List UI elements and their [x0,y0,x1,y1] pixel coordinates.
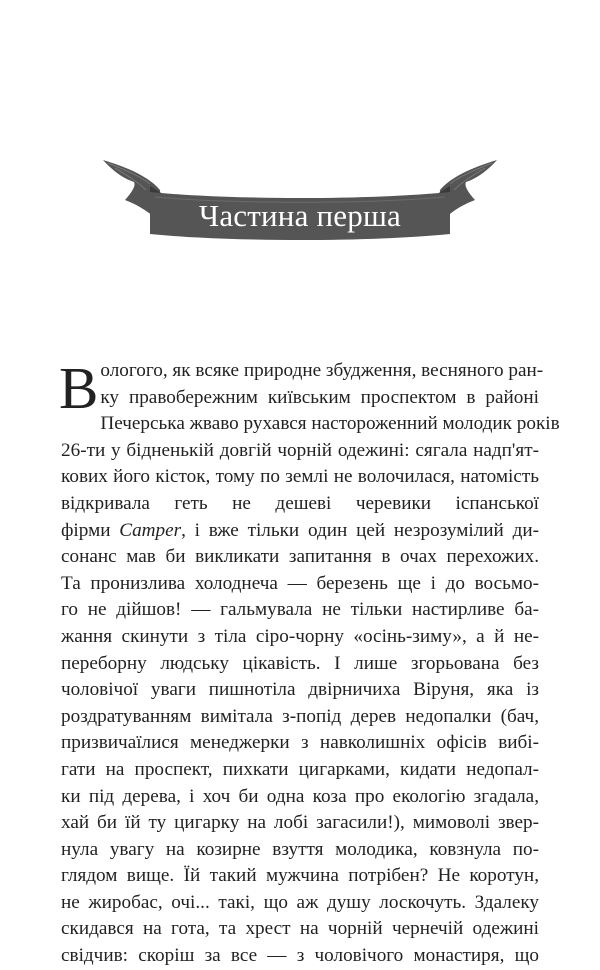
body-text [59,355,560,970]
text-line: призвичаїлися менеджерки з навколишніх офісів вибі- [61,732,539,754]
text-line: Та пронизлива холоднеча — березень ще і до восьмо- [61,572,539,594]
text-line: жання скинути з тіла сіро-чорну «осінь-зиму», а й не- [61,625,539,647]
text-line: переборну людську цікавість. І лише згорьована без [61,652,539,674]
text-line: глядом вище. Їй такий мужчина потрібен? Не коротун, [61,865,539,887]
drop-cap: В [59,355,99,421]
text-line: відкривала геть не дешеві черевики іспанської [61,492,539,514]
text-line: хай би їй ту цигарку на лобі загасили!), мимоволі звер- [61,812,539,834]
text-line: скидався на гота, та хрест на чорній чернечій одежині [61,918,539,940]
text-line: свідчив: скоріш за все — з чоловічого монастиря, що [61,945,539,967]
text-line: ку правобережним київським проспектом в районі [100,386,539,408]
text-line: сонанс мав би викликати запитання в очах перехожих. [61,546,539,568]
brand-name: Camper [119,519,182,541]
text-line: ологого, як всяке природне збудження, весняного ран- [100,360,544,381]
chapter-title: Частина перша [199,198,401,233]
text-line: роздратуванням вимітала з-попід дерев недопалки (бач, [61,705,539,727]
text-line: гати на проспект, пихкати цигарками, кидати недопал- [61,758,539,780]
text-line: Печерська жваво рухався настороженний молодик років [100,413,560,435]
text-line: 26-ти у бідненькій довгій чорній одежині: сягала надп'ят- [61,439,539,461]
text-line [61,518,539,545]
text-fragment: фірми [61,519,111,541]
text-line: не жиробас, очі... такі, що аж душу лоскочуть. Здалеку [61,891,539,913]
text-line: нула увагу на козирне взуття молодика, ковзнула по- [61,838,539,860]
text-line: го не дійшов! — гальмувала не тільки настирливе ба- [61,599,539,621]
text-line: ки під дерева, і хоч би одна коза про екологію згадала, [61,785,539,807]
text-line: кових його кісток, тому по землі не волочилася, натомість [61,466,539,488]
text-line: чоловічої уваги пишнотіла двірничиха Віруня, яка із [61,679,539,701]
text-fragment: , і вже тільки один цей незрозумілий ди- [181,519,539,541]
